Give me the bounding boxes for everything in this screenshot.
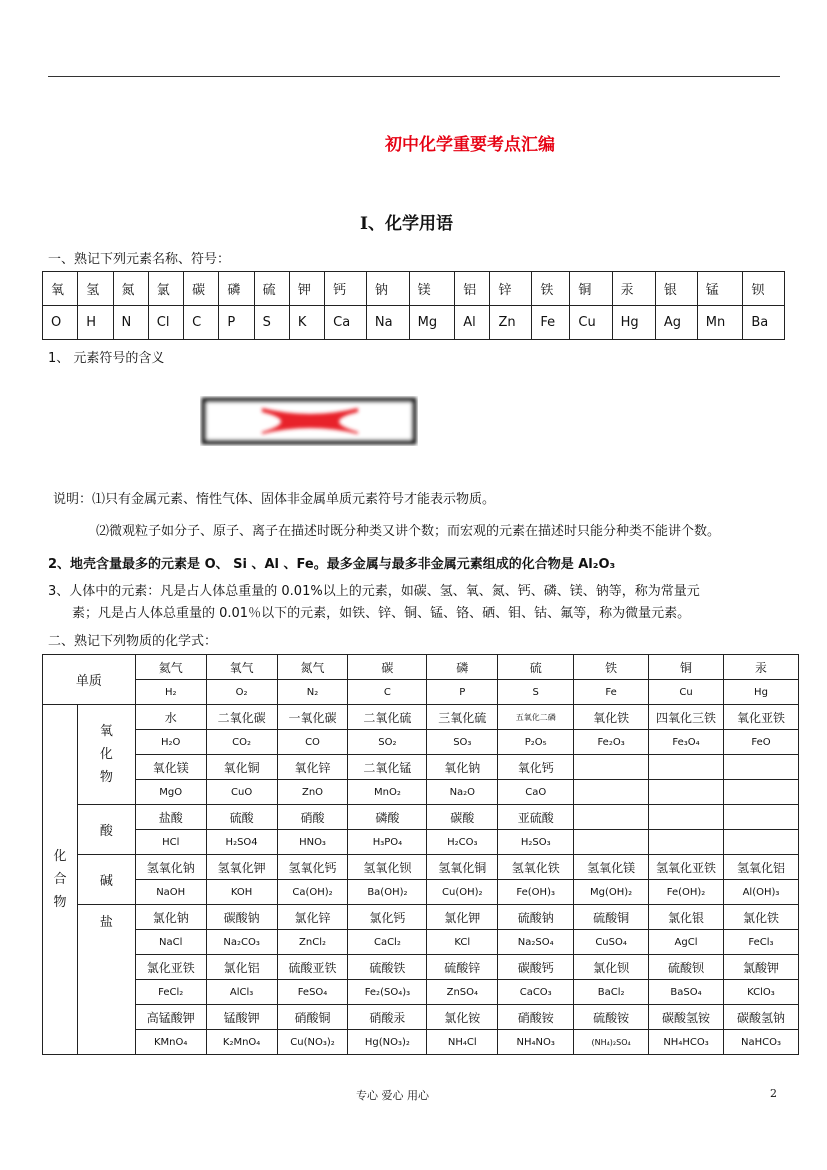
table-cell: 硫酸铜 [574,905,649,930]
compound-label [43,705,78,1055]
table-cell: 四氧化三铁 [649,705,724,730]
table-cell: 氯化钾 [427,905,498,930]
compound-table [42,654,799,1055]
table-cell: 钙 [325,272,367,306]
table-cell: 汞 [612,272,655,306]
table-cell: 水 [135,705,206,730]
element-formula-row [43,680,799,705]
table-cell: 氯 [148,272,183,306]
elements-label: 单质 [43,655,136,705]
table-cell: 碳酸钠 [206,905,277,930]
table-cell: NaCl [135,930,206,955]
item3-line1: 3、人体中的元素：凡是占人体总重量的 0.01%以上的元素，如碳、氢、氧、氮、钙、磷、镁、钠等，称为常量元 [48,584,700,599]
table-cell: Ca [325,306,367,340]
table-cell: 硝酸铵 [498,1005,574,1030]
oxide-formula-row [43,730,799,755]
table-cell: 硫酸钡 [649,955,724,980]
table-cell [723,830,798,855]
table-cell: HCl [135,830,206,855]
table-cell: S [498,680,574,705]
table-cell: KCl [427,930,498,955]
oxide-label [77,705,135,805]
table-cell: 锌 [490,272,532,306]
element-names-row [43,272,785,306]
table-cell: K [289,306,324,340]
salt-formula-row [43,930,799,955]
table-cell: Hg(NO₃)₂ [348,1030,427,1055]
table-cell: 铁 [574,655,649,680]
vertical-label-text: 化 合 物 [53,849,67,910]
table-cell: 硫酸钠 [498,905,574,930]
table-cell: 锰 [697,272,743,306]
table-cell: O₂ [206,680,277,705]
table-cell: Ba(OH)₂ [348,880,427,905]
table-cell: Fe [532,306,570,340]
table-cell: Fe(OH)₃ [498,880,574,905]
table-cell: 氯酸钾 [723,955,798,980]
table-cell: 铝 [455,272,490,306]
table-cell [574,780,649,805]
table-cell: 锰酸钾 [206,1005,277,1030]
table-cell: Na₂CO₃ [206,930,277,955]
table-cell: 氯化铁 [723,905,798,930]
table-cell: 氢氧化钙 [277,855,348,880]
table-cell: 硫 [498,655,574,680]
salt-formula-row [43,1030,799,1055]
table-cell: 氧化钙 [498,755,574,780]
table-cell: 硫酸亚铁 [277,955,348,980]
base-label: 碱 [77,855,135,905]
salt-name-row [43,905,799,930]
table-cell: 氯化亚铁 [135,955,206,980]
note1: 说明：⑴只有金属元素、惰性气体、固体非金属单质元素符号才能表示物质。 [53,492,496,507]
table-cell: 硫 [254,272,289,306]
oxide-name-row [43,705,799,730]
table-cell: 氢氧化铝 [723,855,798,880]
table-cell: 铜 [570,272,612,306]
table-cell: 银 [655,272,697,306]
table-cell: 氯化钙 [348,905,427,930]
table-cell: Al [455,306,490,340]
table-cell: 钡 [743,272,785,306]
table-cell [574,805,649,830]
table-cell: NH₄HCO₃ [649,1030,724,1055]
table-cell: C [348,680,427,705]
table-cell: Mg(OH)₂ [574,880,649,905]
table-cell: Cu(NO₃)₂ [277,1030,348,1055]
table-cell: CO₂ [206,730,277,755]
table-cell: KMnO₄ [135,1030,206,1055]
table-cell: SO₂ [348,730,427,755]
red-x-mark-icon [200,396,418,446]
table-cell: 铁 [532,272,570,306]
table-cell: Ag [655,306,697,340]
table-cell: Cu(OH)₂ [427,880,498,905]
table-cell: KClO₃ [723,980,798,1005]
table-cell: 氮气 [277,655,348,680]
oxide-name-row [43,755,799,780]
table-cell: Fe₂O₃ [574,730,649,755]
table-cell: 碳酸 [427,805,498,830]
table-cell: CaO [498,780,574,805]
table-cell: 氯化铝 [206,955,277,980]
table-cell: HNO₃ [277,830,348,855]
acid-label: 酸 [77,805,135,855]
table-cell: 硫酸铁 [348,955,427,980]
table-cell [574,755,649,780]
part2-heading: 二、熟记下列物质的化学式： [48,634,218,649]
table-cell: NH₄Cl [427,1030,498,1055]
table-cell: H [78,306,113,340]
table-cell: 氧化钠 [427,755,498,780]
table-cell: 硫酸 [206,805,277,830]
table-cell: Na₂SO₄ [498,930,574,955]
table-cell: 碳酸氢铵 [649,1005,724,1030]
table-cell: Cu [570,306,612,340]
table-cell: S [254,306,289,340]
table-cell: 氢氧化铜 [427,855,498,880]
table-cell: H₂SO4 [206,830,277,855]
table-cell: CuSO₄ [574,930,649,955]
table-cell: Cu [649,680,724,705]
table-cell: 盐酸 [135,805,206,830]
table-cell: ZnCl₂ [277,930,348,955]
item2: 2、地壳含量最多的元素是 O、 Si 、Al 、Fe。最多金属与最多非金属元素组成的化合物是 Al₂O₃ [48,557,616,572]
table-cell: MnO₂ [348,780,427,805]
document-title: 初中化学重要考点汇编 [385,135,555,155]
table-cell: C [184,306,219,340]
table-cell: CO [277,730,348,755]
table-cell: Mn [697,306,743,340]
acid-formula-row [43,830,799,855]
table-cell: MgO [135,780,206,805]
table-cell: 氢氧化钡 [348,855,427,880]
table-cell: 硝酸汞 [348,1005,427,1030]
table-cell: 氧化铁 [574,705,649,730]
table-cell: Fe [574,680,649,705]
table-cell [649,780,724,805]
table-cell: H₂ [135,680,206,705]
element-symbol-figure [200,396,418,446]
note2: ⑵微观粒子如分子、原子、离子在描述时既分种类又讲个数；而宏观的元素在描述时只能分种类不能讲个数。 [96,524,721,539]
table-cell: Fe₂(SO₄)₃ [348,980,427,1005]
element-name-row [43,655,799,680]
table-cell: 铜 [649,655,724,680]
table-cell: Hg [612,306,655,340]
table-cell: 高锰酸钾 [135,1005,206,1030]
salt-name-row [43,955,799,980]
table-cell: H₂O [135,730,206,755]
table-cell: Cl [148,306,183,340]
table-cell [649,755,724,780]
table-cell: 氮 [113,272,148,306]
table-cell: K₂MnO₄ [206,1030,277,1055]
table-cell: AlCl₃ [206,980,277,1005]
table-cell: N₂ [277,680,348,705]
vertical-label-text: 氧 化 物 [99,724,113,785]
table-cell: 碳酸钙 [498,955,574,980]
table-cell: FeCl₂ [135,980,206,1005]
table-cell: 碳 [348,655,427,680]
table-cell: 硫酸铵 [574,1005,649,1030]
table-cell: 磷 [427,655,498,680]
table-cell: 氧化锌 [277,755,348,780]
table-cell: CuO [206,780,277,805]
table-cell: (NH₄)₂SO₄ [574,1030,649,1055]
table-cell: 汞 [723,655,798,680]
table-cell: 碳酸氢钠 [723,1005,798,1030]
table-cell: 氧气 [206,655,277,680]
table-cell: CaCl₂ [348,930,427,955]
table-cell: 氢氧化钾 [206,855,277,880]
salt-label: 盐 [77,905,135,1055]
table-cell: P [427,680,498,705]
table-cell: 钠 [366,272,409,306]
table-cell: Mg [409,306,455,340]
base-formula-row [43,880,799,905]
table-cell [574,830,649,855]
table-cell: Fe(OH)₂ [649,880,724,905]
base-name-row [43,855,799,880]
table-cell: NaHCO₃ [723,1030,798,1055]
table-cell: 氧 [43,272,78,306]
table-cell: 镁 [409,272,455,306]
table-cell: ZnO [277,780,348,805]
table-cell: Fe₃O₄ [649,730,724,755]
table-cell: AgCl [649,930,724,955]
table-cell: NaOH [135,880,206,905]
table-cell: ZnSO₄ [427,980,498,1005]
table-cell: SO₃ [427,730,498,755]
footer: 专心 爱心 用心 [356,1089,429,1102]
table-cell: 硝酸铜 [277,1005,348,1030]
table-cell: Zn [490,306,532,340]
table-cell: KOH [206,880,277,905]
table-cell: 氢氧化铁 [498,855,574,880]
table-cell [723,780,798,805]
table-cell: 氯化钡 [574,955,649,980]
table-cell: Na [366,306,409,340]
table-cell [649,830,724,855]
table-cell: FeO [723,730,798,755]
table-cell: P₂O₅ [498,730,574,755]
table-cell [649,805,724,830]
item3-line2: 素；凡是占人体总重量的 0.01％以下的元素，如铁、锌、铜、锰、铬、硒、钼、钴、氟等，称为微量元素。 [72,606,691,621]
table-cell: CaCO₃ [498,980,574,1005]
table-cell: BaSO₄ [649,980,724,1005]
table-cell: Ca(OH)₂ [277,880,348,905]
table-cell: N [113,306,148,340]
table-cell: 氧化镁 [135,755,206,780]
table-cell: 氢 [78,272,113,306]
table-cell: 氢氧化镁 [574,855,649,880]
table-cell: 氯化钠 [135,905,206,930]
table-cell: Na₂O [427,780,498,805]
table-cell: 氢氧化亚铁 [649,855,724,880]
table-cell: 一氧化碳 [277,705,348,730]
table-cell: FeSO₄ [277,980,348,1005]
table-cell: 氧化铜 [206,755,277,780]
table-cell: 磷 [219,272,254,306]
oxide-formula-row [43,780,799,805]
section-title: Ⅰ、化学用语 [360,214,453,234]
table-cell: Hg [723,680,798,705]
table-cell: 三氧化硫 [427,705,498,730]
table-cell: 氧化亚铁 [723,705,798,730]
table-cell: 硝酸 [277,805,348,830]
table-cell: Ba [743,306,785,340]
part1-heading: 一、熟记下列元素名称、符号： [48,252,231,267]
table-cell: NH₄NO₃ [498,1030,574,1055]
table-cell: 二氧化硫 [348,705,427,730]
page-number: 2 [770,1087,777,1100]
table-cell: 氯化铵 [427,1005,498,1030]
table-cell [723,805,798,830]
salt-formula-row [43,980,799,1005]
table-cell: 氢氧化钠 [135,855,206,880]
table-cell: H₂CO₃ [427,830,498,855]
table-cell: P [219,306,254,340]
table-cell: Al(OH)₃ [723,880,798,905]
table-cell: H₃PO₄ [348,830,427,855]
item1: 1、 元素符号的含义 [48,351,165,366]
table-cell: 钾 [289,272,324,306]
table-cell: 氦气 [135,655,206,680]
table-cell: 五氧化二磷 [498,705,574,730]
table-cell: H₂SO₃ [498,830,574,855]
element-table [42,271,785,340]
acid-name-row [43,805,799,830]
salt-name-row [43,1005,799,1030]
table-cell: 二氧化锰 [348,755,427,780]
header-rule [48,76,780,77]
element-symbols-row [43,306,785,340]
table-cell [723,755,798,780]
table-cell: O [43,306,78,340]
table-cell: 磷酸 [348,805,427,830]
table-cell: 氯化锌 [277,905,348,930]
table-cell: 二氧化碳 [206,705,277,730]
table-cell: BaCl₂ [574,980,649,1005]
table-cell: 亚硫酸 [498,805,574,830]
table-cell: 碳 [184,272,219,306]
table-cell: 硫酸锌 [427,955,498,980]
table-cell: FeCl₃ [723,930,798,955]
table-cell: 氯化银 [649,905,724,930]
